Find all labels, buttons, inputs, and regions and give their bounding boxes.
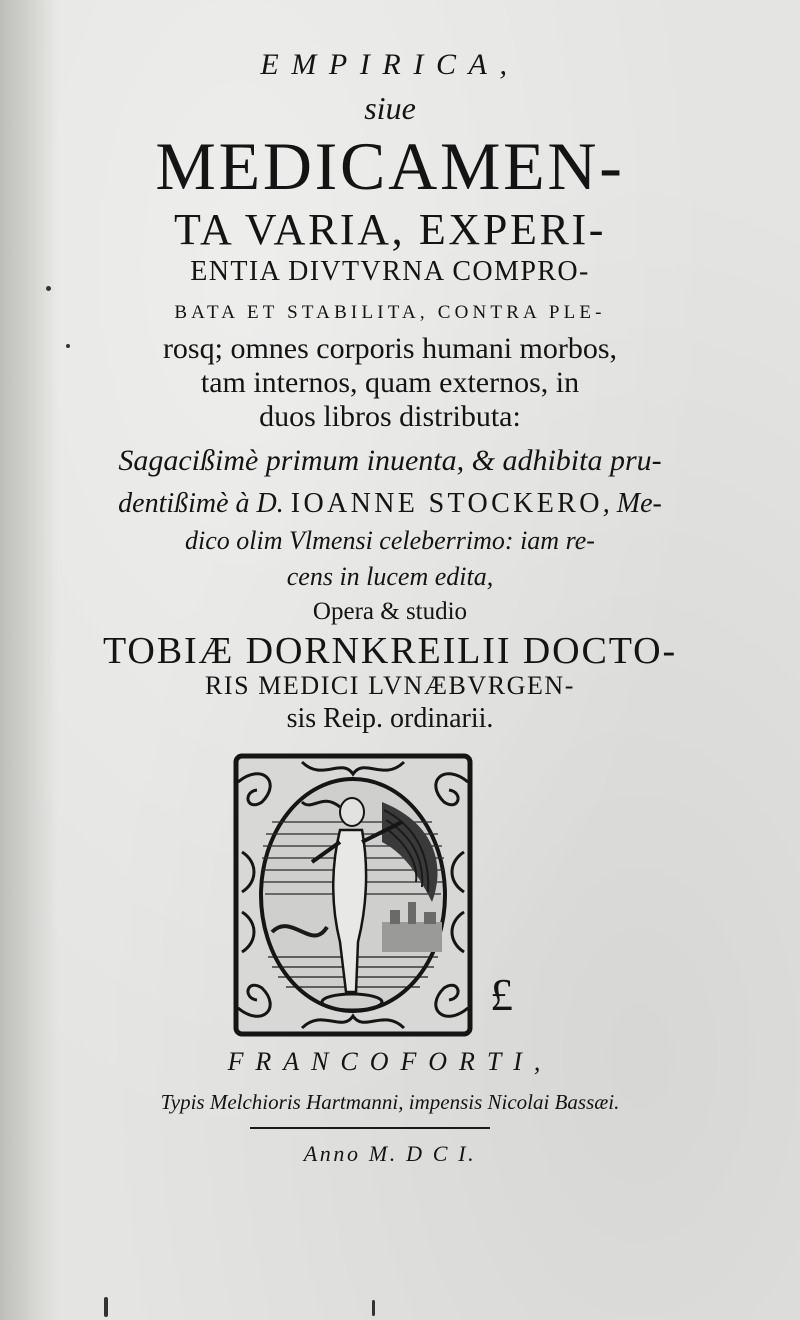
title-line-siue: siue	[364, 90, 416, 126]
author-name: IOANNE STOCKERO	[290, 488, 603, 519]
woodcut-allegorical-figure-icon	[232, 752, 474, 1038]
title-line-tam-internos: tam internos, quam externos, in	[200, 366, 580, 399]
imprint-printer: Typis Melchioris Hartmanni, impensis Nicolai Bassæi.	[160, 1090, 620, 1114]
ownership-mark: £	[490, 969, 513, 1020]
title-line-rosq: rosq; omnes corporis humani morbos,	[162, 332, 618, 365]
page-edge-shadow	[0, 0, 58, 1320]
ink-speck	[372, 1300, 375, 1316]
imprint-year: Anno M. D C I.	[303, 1141, 477, 1166]
ink-speck	[46, 286, 51, 291]
title-line-medicamen: MEDICAMEN-	[155, 128, 625, 204]
title-line-bata: BATA ET STABILITA, CONTRA PLE-	[174, 302, 606, 323]
ink-speck	[66, 344, 70, 348]
imprint-place: FRANCOFORTI,	[227, 1047, 553, 1076]
title-line-ta-varia: TA VARIA, EXPERI-	[173, 205, 607, 254]
title-line-medico-olim: dico olim Vlmensi celeberrimo: iam re-	[185, 526, 595, 555]
stockero-prefix: dentißimè à D.	[118, 488, 291, 519]
title-line-sagacissime: Sagacißimè primum inuenta, & adhibita pru-	[118, 444, 662, 477]
ink-speck	[104, 1297, 108, 1317]
title-line-cens-in-lucem: cens in lucem edita,	[286, 562, 494, 591]
title-line-tobiae: TOBIÆ DORNKREILII DOCTO-	[102, 630, 678, 672]
title-line-empirica: EMPIRICA,	[260, 48, 520, 81]
title-line-duos-libros: duos libros distributa:	[259, 400, 521, 433]
title-line-opera-studio: Opera & studio	[312, 598, 468, 625]
imprint-rule	[250, 1127, 490, 1129]
title-line-reip: sis Reip. ordinarii.	[286, 703, 494, 734]
stockero-suffix: , Me-	[602, 488, 662, 519]
title-line-medici: RIS MEDICI LVNÆBVRGEN-	[205, 671, 575, 700]
title-line-entia: ENTIA DIVTVRNA COMPRO-	[190, 256, 590, 287]
title-line-stockero	[60, 490, 720, 518]
